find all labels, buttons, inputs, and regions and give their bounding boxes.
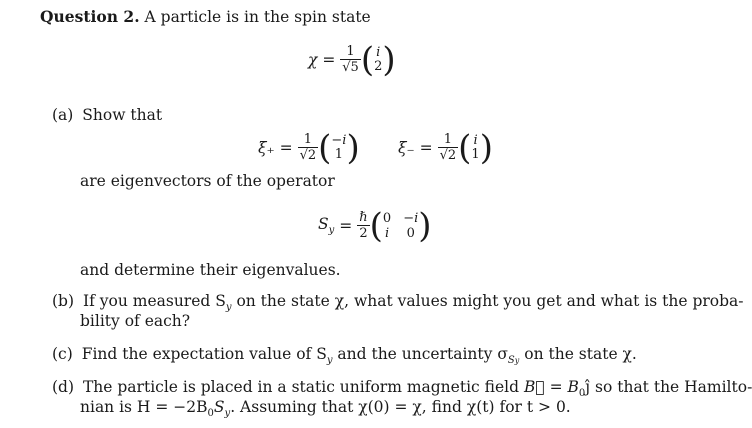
part-c-sub-b: Sy bbox=[507, 355, 520, 367]
xi-minus-lhs: ξ₋ = bbox=[398, 139, 433, 157]
part-d-text-2c: . Assuming that χ(0) = χ, find χ(t) for t > 0. bbox=[230, 398, 571, 416]
part-d-label: (d) bbox=[52, 378, 75, 396]
xi-minus-fraction bbox=[438, 133, 459, 163]
left-paren: ( bbox=[318, 128, 332, 168]
chi-vector bbox=[374, 46, 382, 74]
chi-vec-bottom: 2 bbox=[374, 59, 383, 74]
sy-fraction bbox=[357, 211, 369, 241]
part-c-text-b: and the uncertainty σ bbox=[332, 345, 508, 363]
chi-frac-den: √5 bbox=[342, 60, 359, 75]
part-c-line bbox=[52, 345, 637, 370]
xi-plus-lhs: ξ₊ = bbox=[258, 139, 293, 157]
sy-frac-num: ℏ bbox=[359, 210, 368, 225]
chi-fraction bbox=[340, 45, 361, 75]
part-a-text: Show that bbox=[82, 106, 163, 124]
part-b-label: (b) bbox=[52, 292, 75, 310]
part-d-text-b: B⃗ = B bbox=[523, 378, 579, 396]
sy-m21: i bbox=[384, 226, 390, 241]
part-b-text-b: on the state χ, what values might you get and what is the proba- bbox=[231, 292, 744, 310]
part-c-sub-a: y bbox=[326, 355, 333, 367]
xi-minus-frac-den: √2 bbox=[439, 148, 457, 163]
sy-lhs-sub: y bbox=[328, 225, 335, 237]
part-b-sub: y bbox=[225, 302, 232, 314]
sy-equals: = bbox=[339, 217, 353, 235]
part-d-sub-b: 0 bbox=[578, 388, 586, 400]
left-paren: ( bbox=[360, 40, 375, 80]
sy-m22: 0 bbox=[406, 226, 415, 241]
part-b-text-a: If you measured S bbox=[82, 292, 226, 310]
xi-plus-equation bbox=[258, 128, 360, 168]
xi-plus-frac-num: 1 bbox=[303, 132, 312, 147]
xi-minus-equation bbox=[398, 128, 493, 168]
part-d-sub-2b: y bbox=[224, 408, 231, 420]
chi-vec-top: i bbox=[376, 45, 381, 60]
sy-m11: 0 bbox=[382, 211, 392, 226]
right-paren: ) bbox=[346, 128, 360, 168]
part-d-text-2a: nian is H = −2B bbox=[80, 398, 208, 416]
sy-matrix bbox=[383, 211, 418, 241]
right-paren: ) bbox=[479, 128, 493, 168]
part-d-text-a: The particle is placed in a static uniform magnetic field bbox=[82, 378, 524, 396]
xi-minus-vector bbox=[471, 134, 479, 162]
eigenvalues-text: and determine their eigenvalues. bbox=[80, 261, 341, 279]
question-heading-line bbox=[40, 8, 371, 26]
xi-minus-vec-bottom: 1 bbox=[471, 147, 480, 162]
part-d-text-2b: S bbox=[213, 398, 225, 416]
chi-frac-num: 1 bbox=[346, 44, 355, 59]
question-number: Question 2. bbox=[40, 7, 140, 26]
right-paren: ) bbox=[382, 40, 396, 80]
part-a-label: (a) bbox=[52, 106, 74, 124]
operator-text: are eigenvectors of the operator bbox=[80, 172, 335, 190]
part-c-label: (c) bbox=[52, 345, 73, 363]
part-d-sub-2a: 0 bbox=[207, 408, 214, 420]
question-intro: A particle is in the spin state bbox=[144, 8, 371, 26]
left-paren: ( bbox=[369, 206, 383, 246]
part-d-line2 bbox=[80, 398, 571, 423]
chi-equation bbox=[308, 40, 396, 80]
sy-frac-den: 2 bbox=[359, 226, 368, 241]
xi-plus-vector bbox=[331, 134, 346, 162]
part-c-text-a: Find the expectation value of S bbox=[81, 345, 327, 363]
chi-lhs: χ = bbox=[308, 51, 336, 69]
sy-m12: −i bbox=[403, 211, 419, 226]
xi-plus-vec-top: −i bbox=[331, 133, 347, 148]
part-b-line2: bility of each? bbox=[80, 312, 191, 330]
part-a-label-line bbox=[52, 106, 162, 124]
right-paren: ) bbox=[418, 206, 432, 246]
xi-plus-fraction bbox=[298, 133, 319, 163]
part-d-text-c: ĵ so that the Hamilto- bbox=[585, 378, 752, 396]
xi-plus-vec-bottom: 1 bbox=[334, 147, 344, 162]
left-paren: ( bbox=[458, 128, 472, 168]
sy-matrix-equation bbox=[318, 206, 432, 246]
xi-minus-frac-num: 1 bbox=[443, 132, 452, 147]
part-c-subsub: y bbox=[514, 356, 520, 366]
xi-plus-frac-den: √2 bbox=[299, 148, 317, 163]
part-c-text-c: on the state χ. bbox=[519, 345, 637, 363]
sy-lhs: $S_y$ bbox=[318, 215, 335, 237]
xi-minus-vec-top: i bbox=[473, 133, 478, 148]
